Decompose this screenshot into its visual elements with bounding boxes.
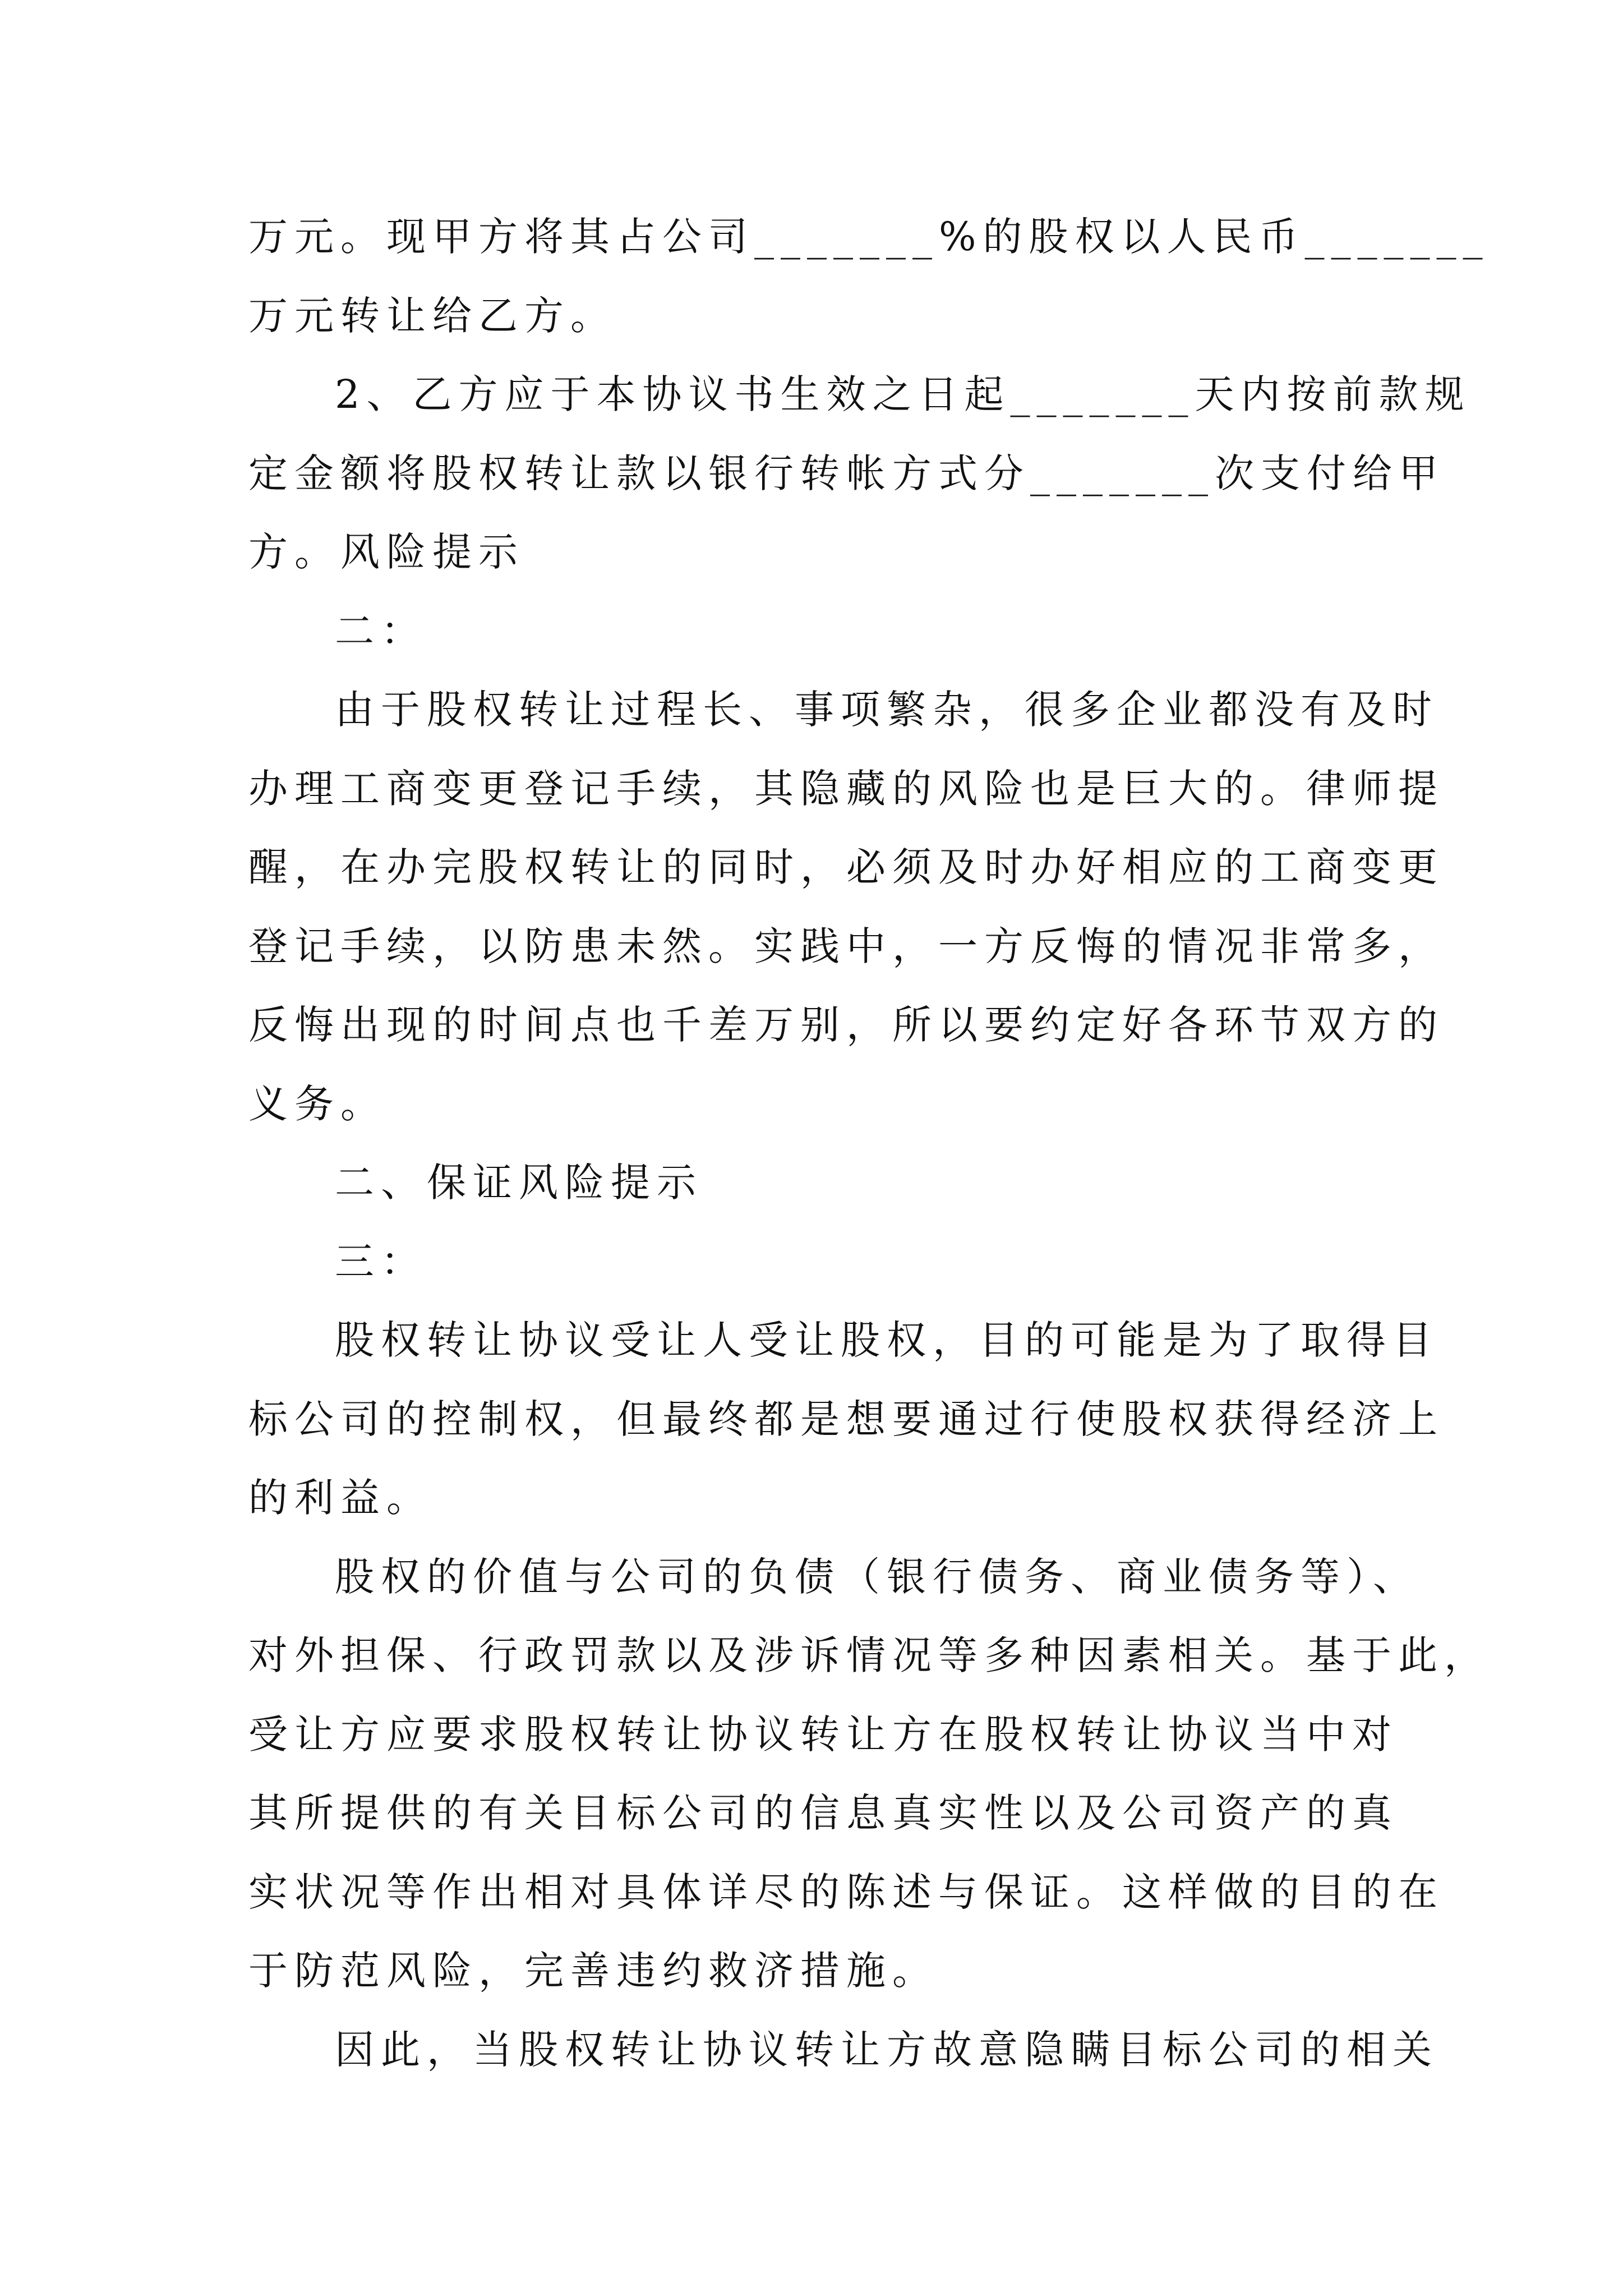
text-line: 其所提供的有关目标公司的信息真实性以及公司资产的真 bbox=[248, 1790, 1398, 1836]
section-heading: 二： bbox=[335, 608, 427, 654]
text-line: 万元转让给乙方。 bbox=[248, 292, 616, 339]
text-line: 醒，在办完股权转让的同时，必须及时办好相应的工商变更 bbox=[248, 844, 1444, 890]
text-line: 标公司的控制权，但最终都是想要通过行使股权获得经济上 bbox=[248, 1396, 1444, 1442]
text-line: 于防范风险，完善违约救济措施。 bbox=[248, 1948, 938, 1994]
text-line: 股权转让协议受让人受让股权，目的可能是为了取得目 bbox=[335, 1317, 1438, 1363]
text-line: 2、乙方应于本协议书生效之日起_______天内按前款规 bbox=[335, 371, 1471, 417]
section-heading: 三： bbox=[335, 1238, 427, 1285]
text-line: 由于股权转让过程长、事项繁杂，很多企业都没有及时 bbox=[335, 687, 1438, 733]
text-line: 受让方应要求股权转让协议转让方在股权转让协议当中对 bbox=[248, 1711, 1398, 1757]
text-line: 义务。 bbox=[248, 1080, 386, 1127]
text-line: 方。风险提示 bbox=[248, 529, 524, 575]
text-line: 对外担保、行政罚款以及涉诉情况等多种因素相关。基于此， bbox=[248, 1632, 1490, 1678]
text-line: 办理工商变更登记手续，其隐藏的风险也是巨大的。律师提 bbox=[248, 765, 1444, 812]
text-line: 定金额将股权转让款以银行转帐方式分_______次支付给甲 bbox=[248, 450, 1445, 496]
text-line: 登记手续，以防患未然。实践中，一方反悔的情况非常多， bbox=[248, 923, 1444, 969]
document-body bbox=[248, 197, 1490, 2089]
text-line: 的利益。 bbox=[248, 1475, 432, 1521]
text-line: 股权的价值与公司的负债（银行债务、商业债务等）、 bbox=[335, 1553, 1419, 1600]
text-line: 反悔出现的时间点也千差万别，所以要约定好各环节双方的 bbox=[248, 1002, 1444, 1048]
text-line: 因此，当股权转让协议转让方故意隐瞒目标公司的相关 bbox=[335, 2026, 1438, 2073]
text-line: 实状况等作出相对具体详尽的陈述与保证。这样做的目的在 bbox=[248, 1869, 1444, 1915]
section-heading: 二、保证风险提示 bbox=[335, 1159, 703, 1205]
text-line: 万元。现甲方将其占公司_______%的股权以人民币_______ bbox=[248, 214, 1490, 260]
